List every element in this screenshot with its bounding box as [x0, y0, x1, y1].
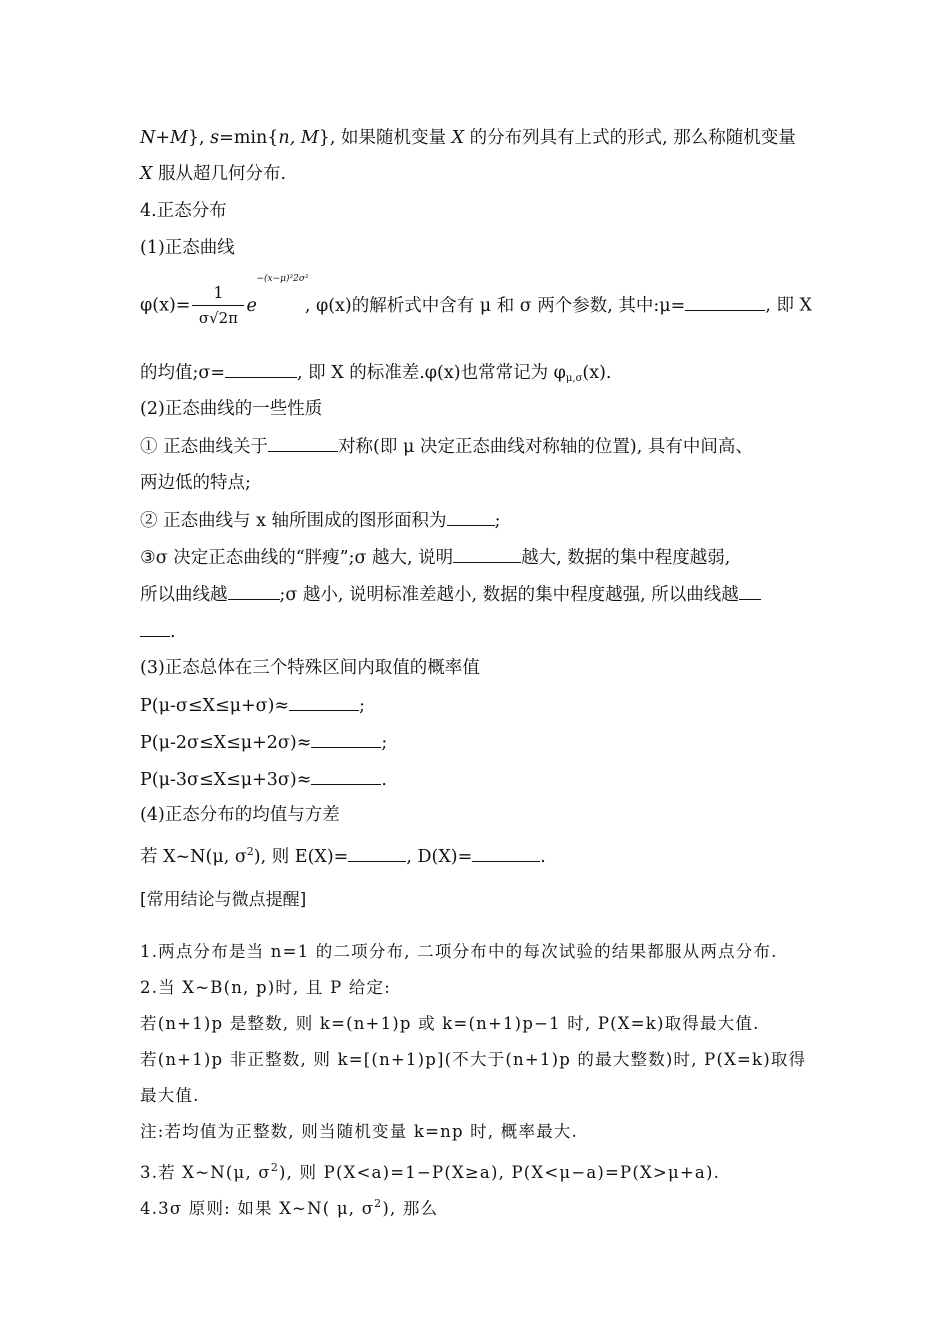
paragraph-hypergeometric-2: X 服从超几何分布. — [140, 164, 287, 184]
formula-phi: φ(x)= — [140, 295, 191, 316]
formula-exponential: e −(x−μ)²2σ² — [246, 273, 309, 316]
formula-line: φ(x)= $\frac{1}{\sigma√2\pi}$ e −(x−μ)²2σ² , φ(x)的解析式中含有 μ 和 σ 两个参数, 其中:μ= , 即 X — [140, 273, 812, 327]
subsection-title-curve: (1)正态曲线 — [140, 238, 235, 258]
interval-1: P(μ-σ≤X≤μ+σ)≈ ; — [140, 693, 820, 718]
interval-3: P(μ-3σ≤X≤μ+3σ)≈ . — [140, 767, 820, 792]
formula-exponent: −(x−μ)²2σ² — [256, 273, 309, 284]
property-1: ① 正态曲线关于 对称(即 μ 决定正态曲线对称轴的位置), 具有中间高、 — [140, 434, 820, 459]
blank-expectation[interactable] — [348, 844, 406, 862]
subsection-title-properties: (2)正态曲线的一些性质 — [140, 399, 323, 419]
blank-interval-2[interactable] — [311, 730, 381, 748]
subsection-title-mean-variance: (4)正态分布的均值与方差 — [140, 805, 340, 825]
subsection-title-intervals: (3)正态总体在三个特殊区间内取值的概率值 — [140, 658, 480, 678]
conclusion-heading: [常用结论与微点提醒] — [140, 890, 307, 910]
paragraph-hypergeometric-1: N+M}, s=min{n, M}, 如果随机变量 X 的分布列具有上式的形式, 那么称随机变量 — [140, 128, 796, 148]
conclusion-4: 若(n+1)p 非正整数, 则 k=[(n+1)p](不大于(n+1)p 的最大整数)时, P(X=k)取得 — [140, 1050, 807, 1069]
formula-line-2: 的均值;σ= , 即 X 的标准差.φ(x)也常常记为 $\varphi_{\mu,\sigma}(x)$. — [140, 360, 820, 391]
blank-symmetry[interactable] — [268, 434, 338, 452]
blank-sigma[interactable] — [225, 360, 297, 378]
conclusion-8: 4.3σ 原则: 如果 X~N( μ, $\sigma^2$), 那么 — [140, 1197, 439, 1218]
property-3: ③σ 决定正态曲线的“胖瘦”;σ 越大, 说明 越大, 数据的集中程度越弱, — [140, 545, 820, 570]
mean-variance: 若 X~N(μ, $\sigma^2$), 则 E(X)= , D(X)= . — [140, 845, 546, 867]
property-3-cont: 所以曲线越 ;σ 越小, 说明标准差越小, 数据的集中程度越强, 所以曲线越 — [140, 582, 820, 607]
property-3-end: . — [140, 619, 820, 644]
conclusion-5: 最大值. — [140, 1086, 200, 1105]
blank-mu[interactable] — [685, 293, 765, 311]
conclusion-6: 注:若均值为正整数, 则当随机变量 k=np 时, 概率最大. — [140, 1122, 578, 1141]
blank-interval-3[interactable] — [311, 767, 381, 785]
blank-curve-flat[interactable] — [228, 582, 280, 600]
property-2: ② 正态曲线与 x 轴所围成的图形面积为 ; — [140, 508, 820, 533]
blank-variance[interactable] — [472, 844, 540, 862]
conclusion-2: 2.当 X~B(n, p)时, 且 P 给定: — [140, 978, 391, 997]
blank-interval-1[interactable] — [289, 693, 359, 711]
conclusion-1: 1.两点分布是当 n=1 的二项分布, 二项分布中的每次试验的结果都服从两点分布. — [140, 942, 778, 961]
property-1-cont: 两边低的特点; — [140, 473, 251, 493]
conclusion-7: 3.若 X~N(μ, $\sigma^2$), 则 P(X<a)=1−P(X≥a), P(X<μ−a)=P(X>μ+a). — [140, 1161, 721, 1182]
blank-curve-tall-a[interactable] — [739, 582, 761, 600]
blank-curve-tall-b[interactable] — [140, 619, 170, 637]
section-title-normal: 4.正态分布 — [140, 201, 227, 221]
conclusion-3: 若(n+1)p 是整数, 则 k=(n+1)p 或 k=(n+1)p−1 时, P(X=k)取得最大值. — [140, 1014, 760, 1033]
interval-2: P(μ-2σ≤X≤μ+2σ)≈ ; — [140, 730, 820, 755]
formula-fraction: $\frac{1}{\sigma√2\pi}$ — [192, 283, 244, 329]
blank-sigma-large[interactable] — [453, 545, 521, 563]
blank-area[interactable] — [447, 508, 495, 526]
